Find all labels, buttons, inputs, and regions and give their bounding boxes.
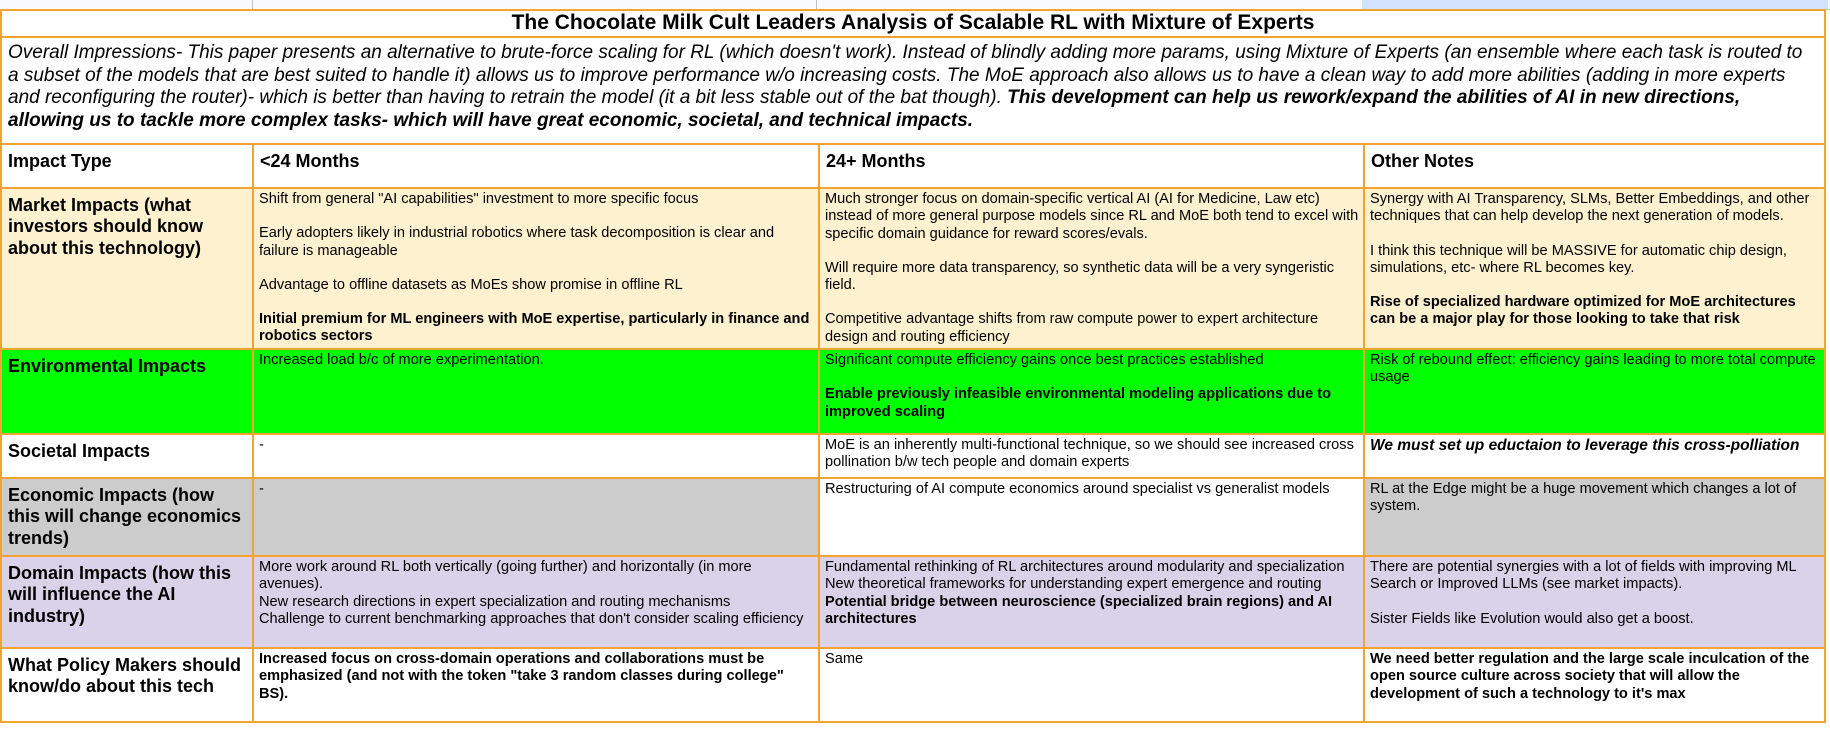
header-long-term[interactable]: 24+ Months (819, 144, 1364, 188)
societal-impacts-label[interactable]: Societal Impacts (1, 434, 253, 478)
market-long-term-cell[interactable] (819, 188, 1364, 349)
market-other-note: I think this technique will be MASSIVE for automatic chip design, simulations, etc- where RL becomes key. (1370, 242, 1787, 276)
market-long-note: Will require more data transparency, so synthetic data will be a very syngeristic field. (825, 259, 1335, 294)
environmental-short-term-cell[interactable]: Increased load b/c of more experimentation. (253, 349, 819, 434)
domain-long-term-cell[interactable] (819, 556, 1364, 648)
economic-other-notes-cell[interactable]: RL at the Edge might be a huge movement which changes a lot of system. (1364, 478, 1825, 556)
market-other-notes-cell[interactable] (1364, 188, 1825, 349)
societal-impacts-row (1, 434, 1825, 478)
domain-short-term-cell[interactable] (253, 556, 819, 648)
market-long-note: Much stronger focus on domain-specific vertical AI (AI for Medicine, Law etc) instead of more general purpose models since RL and MoE both tend to excel with specific domain guidance for reward scores/evals. (825, 191, 1359, 242)
market-short-term-cell[interactable] (253, 188, 819, 349)
market-short-note: Advantage to offline datasets as MoEs show promise in offline RL (259, 276, 683, 293)
policy-long-term-cell[interactable]: Same (819, 648, 1364, 722)
environmental-impacts-label[interactable]: Environmental Impacts (1, 349, 253, 434)
environmental-long-term-cell[interactable] (819, 349, 1364, 434)
societal-long-term-cell[interactable]: MoE is an inherently multi-functional technique, so we should see increased cross pollination b/w tech people and domain experts (819, 434, 1364, 478)
overall-impressions-text: Overall Impressions- This paper presents an alternative to brute-force scaling for RL (which doesn't work). Instead of blindly adding more params, using Mixture of Experts (an ensemble where each task is routed to a subset of the models that are best suited to handle it) allows us to improve performance w/o increasing costs. The MoE approach also allows us to have a clean way to add more abilities (adding in more experts and reconfiguring the router)- which is better than having to retrain the model (it a bit less stable out of the bat though). (8, 42, 1803, 108)
column-separator (252, 0, 253, 9)
policy-short-term-cell[interactable]: Increased focus on cross-domain operations and collaborations must be emphasized (and not with the token "take 3 random classes during college" BS). (253, 648, 819, 722)
market-impacts-label[interactable]: Market Impacts (what investors should know about this technology) (1, 188, 253, 349)
domain-long-note: Potential bridge between neuroscience (specialized brain regions) and AI architectures (825, 593, 1333, 627)
header-impact-type[interactable]: Impact Type (1, 144, 253, 188)
sheet-title[interactable]: The Chocolate Milk Cult Leaders Analysis of Scalable RL with Mixture of Experts (1, 10, 1825, 37)
spreadsheet-grid (0, 9, 1824, 723)
header-row (1, 144, 1825, 188)
economic-impacts-row (1, 478, 1825, 556)
domain-other-notes-cell[interactable] (1364, 556, 1825, 648)
market-long-note: Competitive advantage shifts from raw compute power to expert architecture design and routing efficiency (825, 311, 1319, 345)
domain-short-note: New research directions in expert specialization and routing mechanisms (259, 593, 731, 610)
environmental-other-notes-cell[interactable]: Risk of rebound effect: efficiency gains leading to more total compute usage (1364, 349, 1825, 434)
selected-column-header[interactable] (1362, 0, 1828, 9)
market-short-note: Shift from general "AI capabilities" investment to more specific focus (259, 191, 699, 207)
societal-other-notes-cell[interactable]: We must set up eductaion to leverage this cross-polliation (1364, 434, 1825, 478)
societal-short-term-cell[interactable]: - (253, 434, 819, 478)
domain-short-note: Challenge to current benchmarking approaches that don't consider scaling efficiency (259, 610, 804, 627)
market-short-note: Early adopters likely in industrial robotics where task decomposition is clear and failure is manageable (259, 225, 775, 259)
impact-analysis-table (0, 9, 1826, 723)
domain-other-note: There are potential synergies with a lot of fields with improving ML Search or Improved LLMs (see market impacts). (1370, 558, 1797, 593)
overall-impressions-cell[interactable] (1, 37, 1825, 144)
domain-short-note: More work around RL both vertically (going further) and horizontally (in more avenues). (259, 558, 752, 593)
domain-other-note: Sister Fields like Evolution would also get a boost. (1370, 610, 1694, 627)
economic-long-term-cell[interactable]: Restructuring of AI compute economics around specialist vs generalist models (819, 478, 1364, 556)
market-other-note: Synergy with AI Transparency, SLMs, Better Embeddings, and other techniques that can help develop the next generation of models. (1370, 191, 1810, 225)
title-row (1, 10, 1825, 37)
overall-row (1, 37, 1825, 144)
domain-impacts-row (1, 556, 1825, 648)
market-other-note: Rise of specialized hardware optimized for MoE architectures can be a major play for those looking to take that risk (1370, 294, 1796, 328)
policy-makers-row (1, 648, 1825, 722)
overall-impressions-bold: This development can help us rework/expand the abilities of AI in new directions, allowing us to tackle more complex tasks- which will have great economic, societal, and technical impacts. (8, 87, 1741, 131)
economic-short-term-cell[interactable]: - (253, 478, 819, 556)
policy-other-notes-cell[interactable]: We need better regulation and the large scale inculcation of the open source culture across society that will allow the development of such a technology to it's max (1364, 648, 1825, 722)
market-impacts-row (1, 188, 1825, 349)
header-other-notes[interactable]: Other Notes (1364, 144, 1825, 188)
economic-impacts-label[interactable]: Economic Impacts (how this will change economics trends) (1, 478, 253, 556)
domain-impacts-label[interactable]: Domain Impacts (how this will influence the AI industry) (1, 556, 253, 648)
column-separator (816, 0, 817, 9)
domain-long-note: New theoretical frameworks for understanding expert emergence and routing (825, 576, 1322, 593)
market-short-note: Initial premium for ML engineers with MoE expertise, particularly in finance and robotics sectors (259, 311, 810, 345)
policy-makers-label[interactable]: What Policy Makers should know/do about this tech (1, 648, 253, 722)
environmental-impacts-row (1, 349, 1825, 434)
header-short-term[interactable]: <24 Months (253, 144, 819, 188)
environmental-long-note: Significant compute efficiency gains once best practices established (825, 352, 1264, 369)
environmental-long-note: Enable previously infeasible environmental modeling applications due to improved scaling (825, 386, 1332, 420)
domain-long-note: Fundamental rethinking of RL architectures around modularity and specialization (825, 558, 1345, 575)
